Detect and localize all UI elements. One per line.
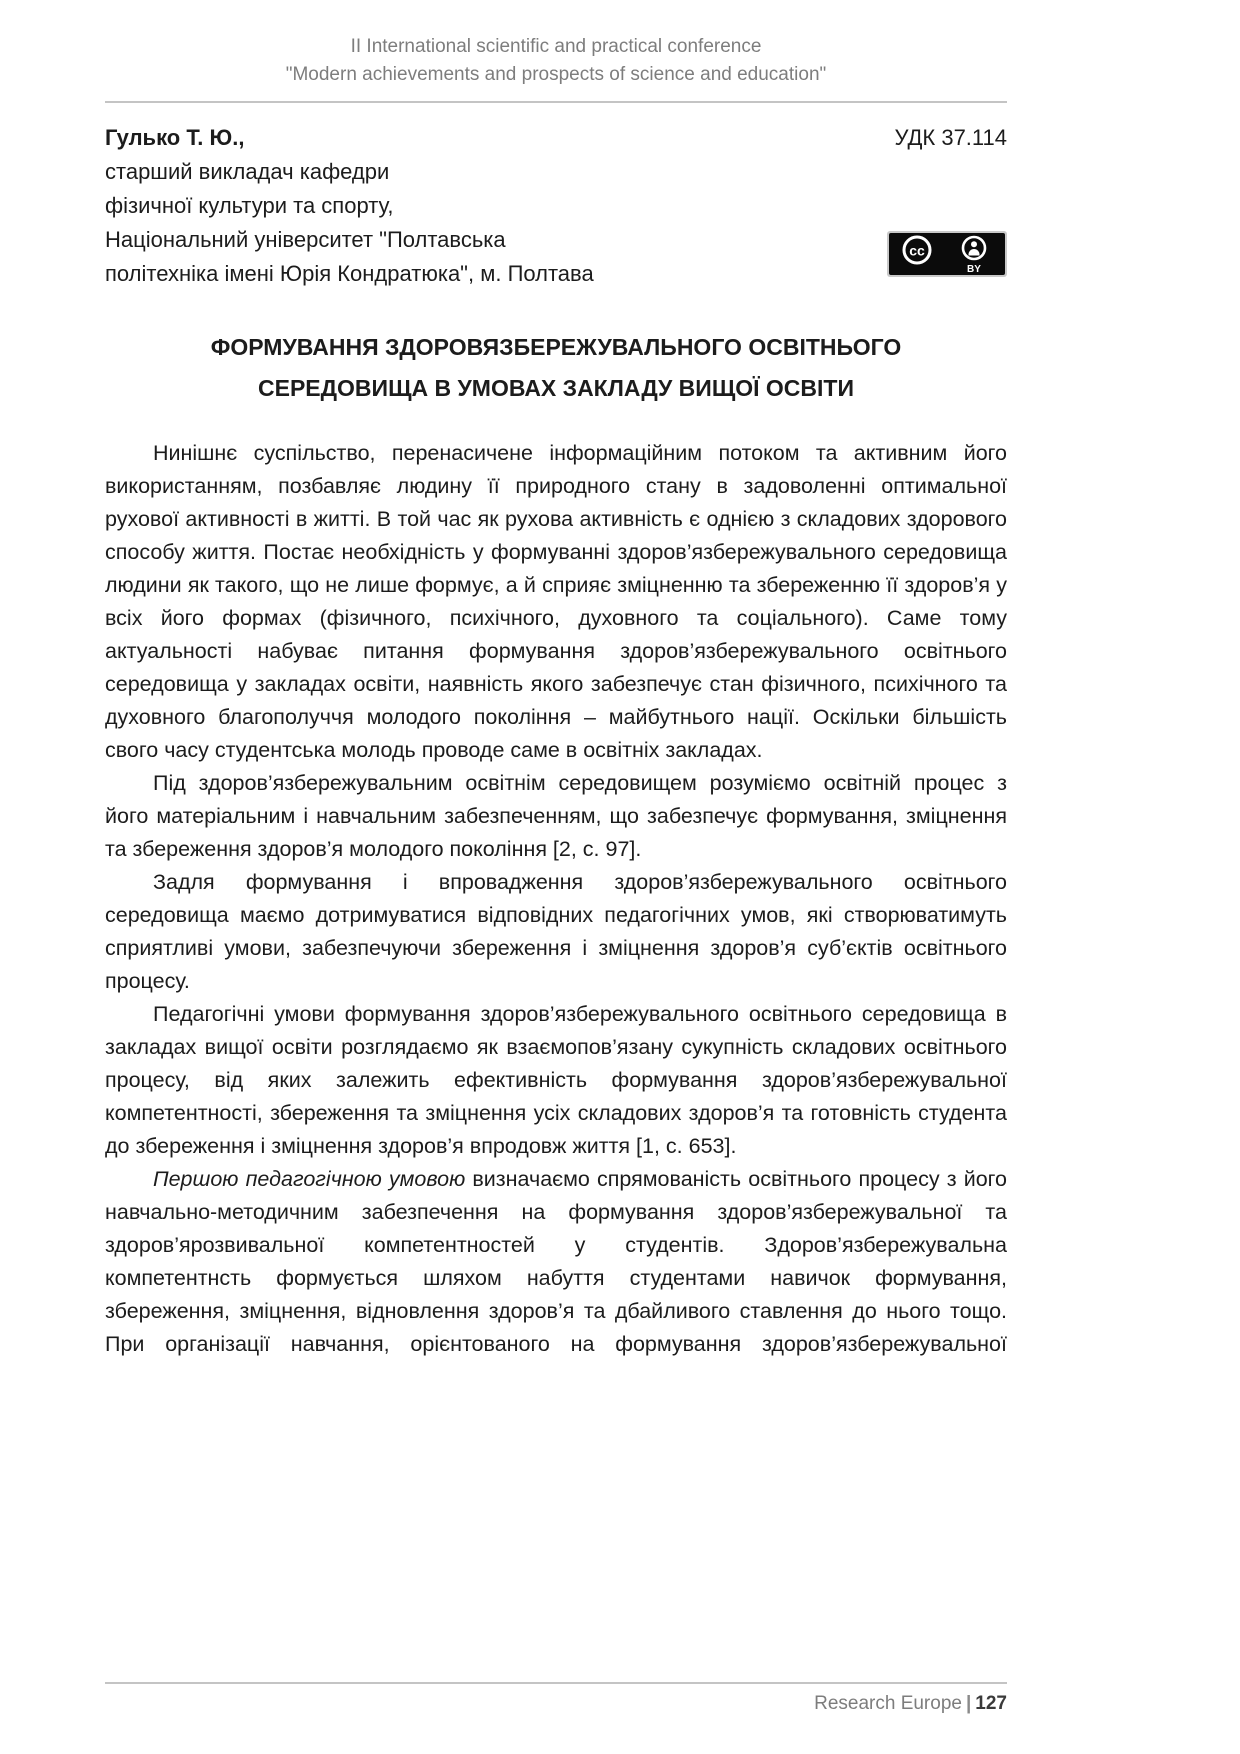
paragraph-lead: Першою педагогічною умовою <box>153 1167 466 1191</box>
article-body <box>105 437 1007 1361</box>
paragraph-text: Під здоров’язбережувальним освітнім середовищем розуміємо освітній процес з його матеріальним і навчальним забезпеченням, що забезпечує формування, зміцнення та збереження здоров’я молодого покоління [2, с. 97]. <box>105 771 1007 861</box>
footer-brand: Research Europe <box>814 1693 962 1714</box>
article-title <box>105 327 1007 409</box>
by-letters: BY <box>967 264 981 275</box>
author-affiliation-line: Національний університет "Полтавська <box>105 227 506 252</box>
conference-name-line1: II International scientific and practical conference <box>350 36 762 57</box>
page-content <box>105 0 1007 1361</box>
footer-page-number: 127 <box>975 1693 1007 1714</box>
conference-name-line2: "Modern achievements and prospects of science and education" <box>285 64 827 85</box>
article-title-line1: ФОРМУВАННЯ ЗДОРОВЯЗБЕРЕЖУВАЛЬНОГО ОСВІТНЬОГО <box>210 334 902 360</box>
running-header <box>105 0 1007 103</box>
cc-by-license-icon <box>887 231 1007 277</box>
paragraph <box>105 767 1007 866</box>
page-footer <box>105 1682 1007 1715</box>
paragraph <box>105 1163 1007 1361</box>
paragraph-text: Задля формування і впровадження здоров’язбережувального освітнього середовища маємо дотримуватися відповідних педагогічних умов, які створюватимуть сприятливі умови, забезпечуючи збереження і зміцнення здоров’я суб’єктів освітнього процесу. <box>105 870 1007 993</box>
paragraph-text: Нинішнє суспільство, перенасичене інформаційним потоком та активним його використанням, позбавляє людину її природного стану в задоволенні оптимальної рухової активності в житті. В той час як рухова активність є однією з складових здорового способу життя. Постає необхідність у формуванні здоров’язбережувального середовища людини як такого, що не лише формує, а й сприяє зміцненню та збереженню її здоров’я у всіх його формах (фізичного, психічного, духовного та соціального). Саме тому актуальності набуває питання формування здоров’язбережувального освітнього середовища у закладах освіти, наявність якого забезпечує стан фізичного, психічного та духовного благополуччя молодого покоління – майбутнього нації. Оскільки більшість свого часу студентська молодь проводе саме в освітніх закладах. <box>105 441 1007 762</box>
author-affiliation-line: фізичної культури та спорту, <box>105 193 394 218</box>
footer-separator: | <box>965 1693 972 1714</box>
author-name: Гулько Т. Ю., <box>105 125 245 150</box>
author-affiliation-line: політехніка імені Юрія Кондратюка", м. Полтава <box>105 261 594 286</box>
paragraph-text: визначаємо спрямованість освітнього процесу з його навчально-методичним забезпечення на формування здоров’язбережувальної та здоров’ярозвивальної компетентностей у студентів. Здоров’язбережувальна компетентнсть формується шляхом набуття студентами навичок формування, збереження, зміцнення, відновлення здоров’я та дбайливого ставлення до нього тощо. При організації навчання, орієнтованого на формування здоров’язбережувальної <box>105 1167 1007 1356</box>
article-title-line2: СЕРЕДОВИЩА В УМОВАХ ЗАКЛАДУ ВИЩОЇ ОСВІТИ <box>258 375 854 401</box>
paragraph-text: Педагогічні умови формування здоров’язбережувального освітнього середовища в закладах вищої освіти розглядаємо як взаємопов’язану сукупність складових освітнього процесу, від яких залежить ефективність формування здоров’язбережувальної компетентності, збереження та зміцнення усіх складових здоров’я та готовність студента до збереження і зміцнення здоров’я впродовж життя [1, с. 653]. <box>105 1002 1007 1158</box>
cc-letters: cc <box>909 242 925 259</box>
paragraph <box>105 437 1007 767</box>
paragraph <box>105 866 1007 998</box>
author-block <box>105 121 1007 291</box>
paragraph <box>105 998 1007 1163</box>
udc-number: УДК 37.114 <box>894 125 1007 150</box>
author-affiliation-line: старший викладач кафедри <box>105 159 390 184</box>
